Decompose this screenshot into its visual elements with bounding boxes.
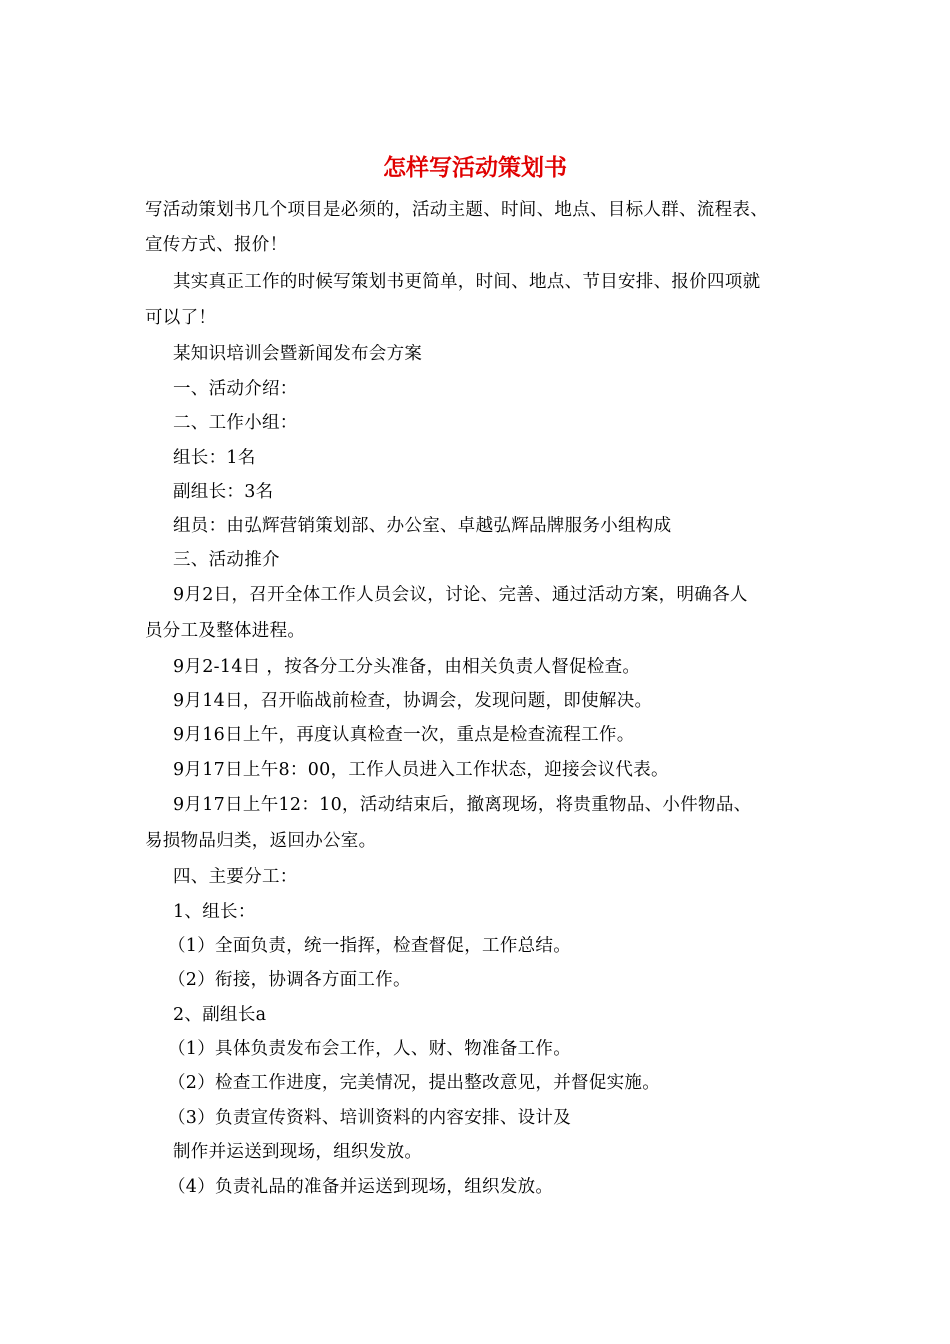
paragraph-line: 组长：1名 bbox=[173, 448, 256, 468]
list-item: （1）全面负责，统一指挥，检查督促，工作总结。 bbox=[168, 936, 572, 956]
paragraph-line: 某知识培训会暨新闻发布会方案 bbox=[173, 344, 423, 364]
paragraph-line: 2、副组长a bbox=[173, 1005, 267, 1025]
paragraph-line: 易损物品归类，返回办公室。 bbox=[145, 831, 377, 851]
list-item: （4）负责礼品的准备并运送到现场，组织发放。 bbox=[168, 1177, 554, 1197]
section-heading: 四、主要分工： bbox=[173, 867, 298, 887]
list-item: （3）负责宣传资料、培训资料的内容安排、设计及 bbox=[168, 1108, 572, 1128]
paragraph-line: 宣传方式、报价！ bbox=[145, 235, 288, 255]
list-item: （2）衔接，协调各方面工作。 bbox=[168, 970, 411, 990]
paragraph-line: 副组长：3名 bbox=[173, 482, 274, 502]
section-heading: 一、活动介绍： bbox=[173, 379, 298, 399]
paragraph-line: 9月2-14日 ，按各分工分头准备，由相关负责人督促检查。 bbox=[173, 657, 641, 677]
paragraph-line: 制作并运送到现场，组织发放。 bbox=[173, 1142, 423, 1162]
paragraph-line: 可以了！ bbox=[145, 308, 217, 328]
paragraph-line: 1、组长： bbox=[173, 902, 256, 922]
list-item: （1）具体负责发布会工作，人、财、物准备工作。 bbox=[168, 1039, 572, 1059]
document-title: 怎样写活动策划书 bbox=[383, 154, 567, 181]
paragraph-line: 员分工及整体进程。 bbox=[145, 621, 306, 641]
section-heading: 二、工作小组： bbox=[173, 413, 298, 433]
paragraph-line: 写活动策划书几个项目是必须的，活动主题、时间、地点、目标人群、流程表、 bbox=[145, 200, 768, 220]
paragraph-line: 9月14日，召开临战前检查，协调会，发现问题，即使解决。 bbox=[173, 691, 653, 711]
paragraph-line: 其实真正工作的时候写策划书更简单，时间、地点、节目安排、报价四项就 bbox=[173, 272, 761, 292]
paragraph-line: 9月2日，召开全体工作人员会议，讨论、完善、通过活动方案，明确各人 bbox=[173, 585, 748, 605]
paragraph-line: 9月17日上午8：00，工作人员进入工作状态，迎接会议代表。 bbox=[173, 760, 669, 780]
section-heading: 三、活动推介 bbox=[173, 550, 280, 570]
list-item: （2）检查工作进度，完美情况，提出整改意见，并督促实施。 bbox=[168, 1073, 661, 1093]
paragraph-line: 9月17日上午12：10，活动结束后，撤离现场，将贵重物品、小件物品、 bbox=[173, 795, 752, 815]
paragraph-line: 9月16日上午，再度认真检查一次，重点是检查流程工作。 bbox=[173, 725, 635, 745]
paragraph-line: 组员：由弘辉营销策划部、办公室、卓越弘辉品牌服务小组构成 bbox=[173, 516, 672, 536]
